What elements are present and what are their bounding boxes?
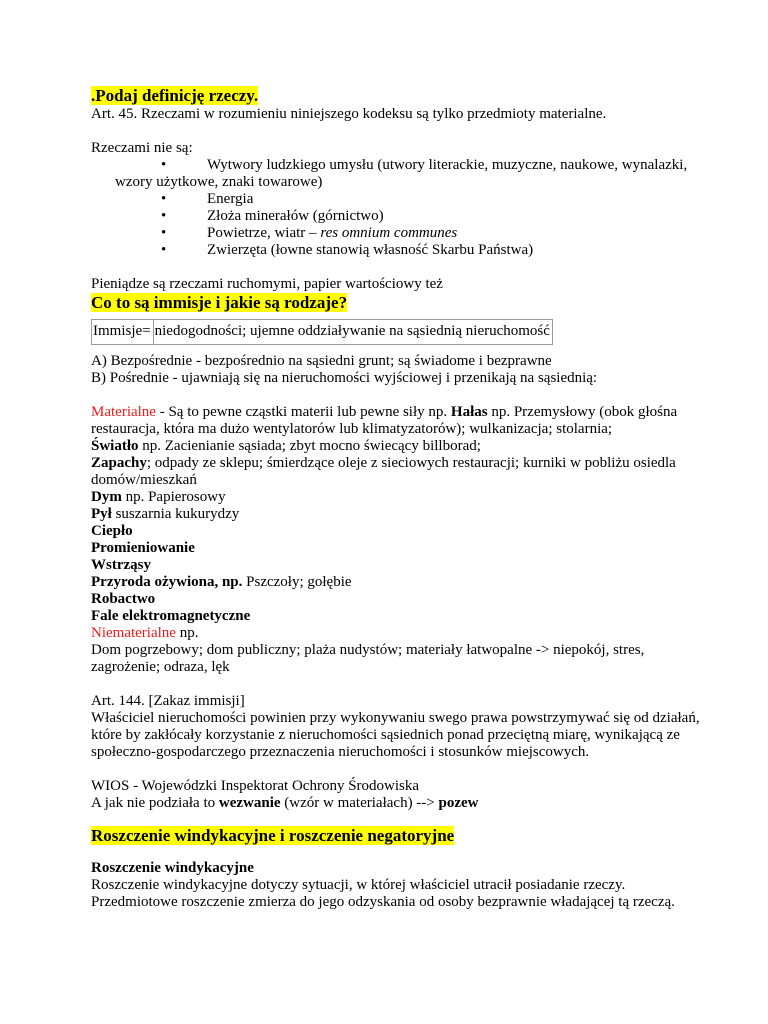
pyl-label: Pył: [91, 506, 112, 522]
wstrzasy-line: [91, 557, 711, 574]
bullet-icon: •: [161, 157, 167, 173]
promieniowanie-line: [91, 540, 711, 557]
dym-label: Dym: [91, 489, 122, 505]
bullet-icon: •: [161, 208, 167, 224]
bullet-list: [91, 157, 711, 259]
bullet-icon: •: [161, 191, 167, 207]
art144-title: Art. 144. [Zakaz immisji]: [91, 693, 245, 709]
wstrzasy-label: Wstrząsy: [91, 557, 151, 573]
przyroda-text: Pszczoły; gołębie: [242, 574, 352, 590]
zapachy-line: [91, 455, 711, 489]
pyl-text: suszarnia kukurydzy: [111, 506, 240, 522]
swiatlo-text: np. Zacienianie sąsiada; zbyt mocno świecący billborad;: [138, 438, 481, 454]
list-item-text: Złoża minerałów (górnictwo): [207, 208, 384, 224]
heading-roszczenie: [91, 826, 711, 846]
list-item-text: Powietrze, wiatr –: [207, 225, 321, 241]
summons-text-2: (wzór w materiałach) -->: [280, 795, 439, 811]
material-paragraph: [91, 404, 711, 438]
type-a-text: A) Bezpośrednie - bezpośrednio na sąsiedni grunt; są świadome i bezprawne: [91, 353, 552, 369]
art45-text: Art. 45. Rzeczami w rozumieniu niniejszego kodeksu są tylko przedmioty materialne.: [91, 106, 607, 122]
heading-definition: [91, 86, 711, 106]
immaterial-label: Niematerialne: [91, 625, 176, 641]
immaterial-text: Dom pogrzebowy; dom publiczny; plaża nudystów; materiały łatwopalne -> niepokój, stres, zagrożenie; odraza, lęk: [91, 642, 645, 675]
bullet-icon: •: [161, 225, 167, 241]
list-item-text: Energia: [207, 191, 254, 207]
list-item: [161, 225, 711, 242]
wios-text: WIOS - Wojewódzki Inspektorat Ochrony Środowiska: [91, 778, 420, 794]
money-note: Pieniądze są rzeczami ruchomymi, papier wartościowy też: [91, 276, 443, 292]
dym-text: np. Papierosowy: [121, 489, 226, 505]
list-item: [161, 157, 711, 174]
summons-line: [91, 795, 711, 812]
list-item: [161, 191, 711, 208]
swiatlo-label: Światło: [91, 438, 139, 454]
heading-immisje-text: Co to są immisje i jakie są rodzaje?: [91, 293, 348, 312]
windykacyjne-text: Roszczenie windykacyjne dotyczy sytuacji, w której właściciel utracił posiadanie rzeczy. Przedmiotowe roszczenie zmierza do jego odzyskania od osoby bezprawnie władającej tą rzeczą.: [91, 877, 675, 910]
przyroda-line: [91, 574, 711, 591]
pyl-line: [91, 506, 711, 523]
zapachy-label: Zapachy: [91, 455, 147, 471]
fale-line: [91, 608, 711, 625]
material-text-1: - Są to pewne cząstki materii lub pewne siły np.: [155, 404, 451, 420]
list-item-text: Zwierzęta (łowne stanowią własność Skarbu Państwa): [207, 242, 534, 258]
dym-line: [91, 489, 711, 506]
list-item: [161, 208, 711, 225]
robactwo-line: [91, 591, 711, 608]
heading-roszczenie-text: Roszczenie windykacyjne i roszczenie negatoryjne: [91, 826, 455, 845]
list-item-continuation: wzory użytkowe, znaki towarowe): [115, 174, 323, 190]
immisje-term-cell: Immisje=: [92, 320, 154, 345]
table-row: [92, 320, 553, 345]
heading-immisje: [91, 293, 711, 313]
list-item: [161, 242, 711, 259]
subheading-windykacyjne-text: Roszczenie windykacyjne: [91, 860, 254, 876]
promieniowanie-label: Promieniowanie: [91, 540, 195, 556]
list-item-italic: res omnium communes: [320, 225, 458, 241]
immaterial-label-suffix: np.: [175, 625, 199, 641]
material-label: Materialne: [91, 404, 156, 420]
przyroda-label: Przyroda ożywiona, np.: [91, 574, 243, 590]
halas-label: Hałas: [450, 404, 488, 420]
heading-definition-text: .Podaj definicję rzeczy.: [91, 86, 259, 105]
cieplo-line: [91, 523, 711, 540]
material-text-2: np. Przemysłowy (obok głośna restauracja, która ma dużo wentylatorów lub klimatyzatorów); wulkanizacja; stolarnia;: [91, 404, 678, 437]
cieplo-label: Ciepło: [91, 523, 133, 539]
not-things-intro: Rzeczami nie są:: [91, 140, 193, 156]
immisje-table: [91, 319, 553, 345]
robactwo-label: Robactwo: [91, 591, 156, 607]
list-item-text: Wytwory ludzkiego umysłu (utwory literackie, muzyczne, naukowe, wynalazki,: [207, 157, 688, 173]
swiatlo-line: [91, 438, 711, 455]
fale-label: Fale elektromagnetyczne: [91, 608, 251, 624]
wezwanie-label: wezwanie: [218, 795, 281, 811]
summons-text-1: A jak nie podziała to: [91, 795, 219, 811]
immisje-definition-cell: niedogodności; ujemne oddziaływanie na sąsiednią nieruchomość: [153, 320, 552, 345]
document-content: [91, 86, 711, 911]
pozew-label: pozew: [438, 795, 479, 811]
bullet-icon: •: [161, 242, 167, 258]
type-b-text: B) Pośrednie - ujawniają się na nieruchomości wyjściowej i przenikają na sąsiednią:: [91, 370, 598, 386]
art144-text: Właściciel nieruchomości powinien przy wykonywaniu swego prawa powstrzymywać się od działań, które by zakłócały korzystanie z nieruchomości sąsiednich ponad przeciętną miarę, wynikającą ze społeczno-gospodarczego przeznaczenia nieruchomości i stosunków miejscowych.: [91, 710, 700, 760]
zapachy-text: ; odpady ze sklepu; śmierdzące oleje z sieciowych restauracji; kurniki w pobliżu osiedla domów/mieszkań: [91, 455, 676, 488]
subheading-windykacyjne: [91, 860, 711, 877]
immaterial-label-line: [91, 625, 711, 642]
